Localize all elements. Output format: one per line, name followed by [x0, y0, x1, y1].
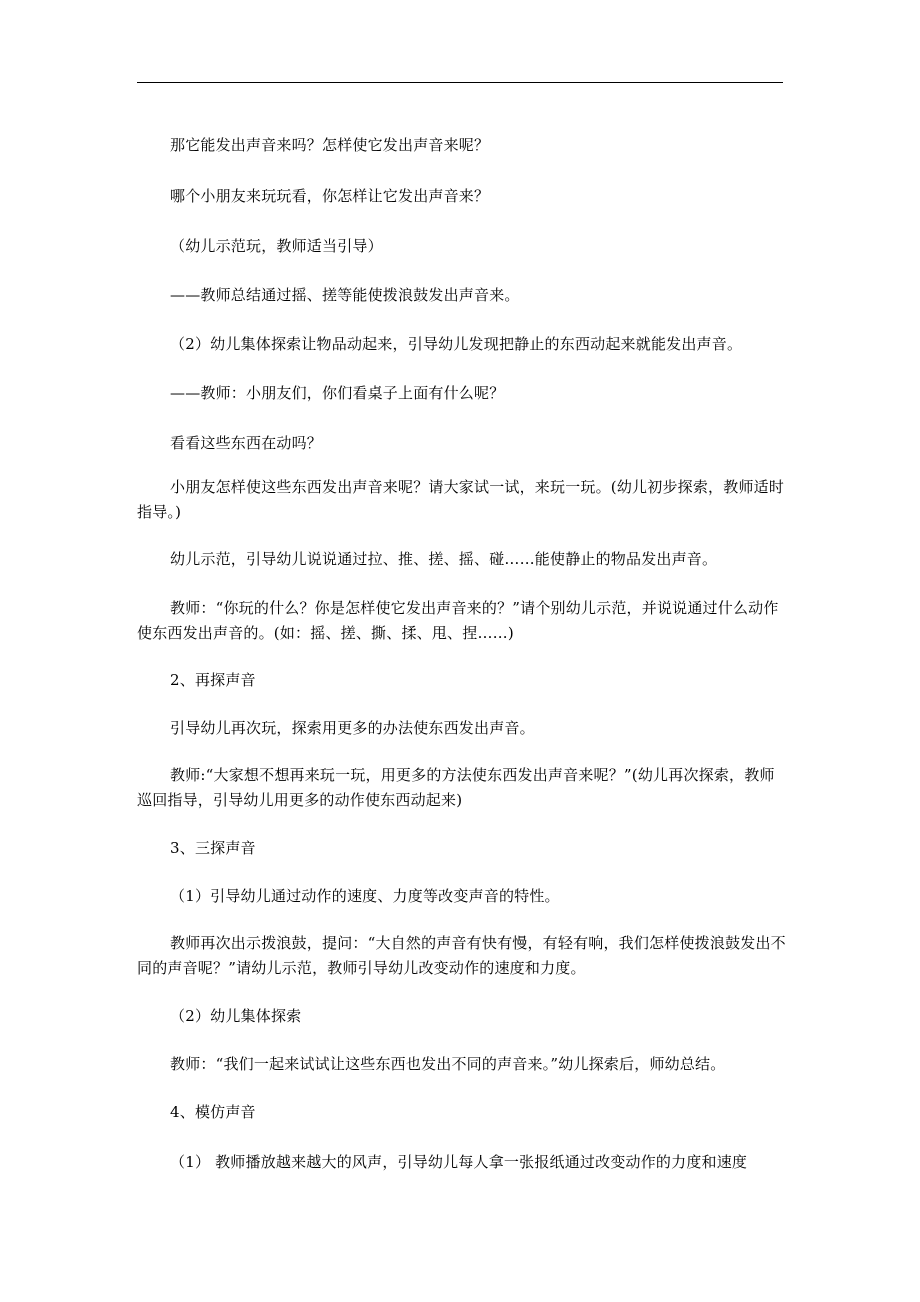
paragraph: 教师再次出示拨浪鼓，提问：“大自然的声音有快有慢，有轻有响，我们怎样使拨浪鼓发出不同的声音呢？”请幼儿示范，教师引导幼儿改变动作的速度和力度。 [137, 934, 786, 977]
paragraph: （2）幼儿集体探索让物品动起来，引导幼儿发现把静止的东西动起来就能发出声音。 [170, 335, 743, 353]
section-heading: 4、模仿声音 [170, 1103, 256, 1121]
paragraph: 小朋友怎样使这些东西发出声音来呢？请大家试一试，来玩一玩。(幼儿初步探索，教师适时指导。) [137, 478, 785, 521]
paragraph: 教师:“大家想不想再来玩一玩，用更多的方法使东西发出声音来呢？”(幼儿再次探索，教师巡回指导，引导幼儿用更多的动作使东西动起来) [137, 766, 775, 809]
header-rule [137, 82, 783, 83]
paragraph: 幼儿示范，引导幼儿说说通过拉、推、搓、摇、碰……能使静止的物品发出声音。 [170, 550, 718, 568]
paragraph: 那它能发出声音来吗？怎样使它发出声音来呢？ [170, 136, 490, 154]
section-heading: 3、三探声音 [170, 839, 256, 857]
paragraph: ——教师：小朋友们，你们看桌子上面有什么呢？ [170, 384, 505, 402]
paragraph: 教师：“你玩的什么？你是怎样使它发出声音来的？”请个别幼儿示范，并说说通过什么动作使东西发出声音的。(如：摇、搓、撕、揉、甩、捏……) [137, 599, 779, 642]
paragraph: 教师：“我们一起来试试让这些东西也发出不同的声音来。”幼儿探索后，师幼总结。 [170, 1055, 726, 1073]
paragraph: （幼儿示范玩，教师适当引导） [170, 237, 383, 255]
paragraph: （1） 教师播放越来越大的风声，引导幼儿每人拿一张报纸通过改变动作的力度和速度 [170, 1153, 748, 1171]
paragraph: （1）引导幼儿通过动作的速度、力度等改变声音的特性。 [170, 887, 560, 905]
section-heading: 2、再探声音 [170, 671, 256, 689]
paragraph: ——教师总结通过摇、搓等能使拨浪鼓发出声音来。 [170, 286, 520, 304]
paragraph: 看看这些东西在动吗？ [170, 434, 323, 452]
paragraph: （2）幼儿集体探索 [170, 1007, 302, 1025]
paragraph: 引导幼儿再次玩，探索用更多的办法使东西发出声音。 [170, 719, 535, 737]
paragraph: 哪个小朋友来玩玩看，你怎样让它发出声音来？ [170, 187, 490, 205]
